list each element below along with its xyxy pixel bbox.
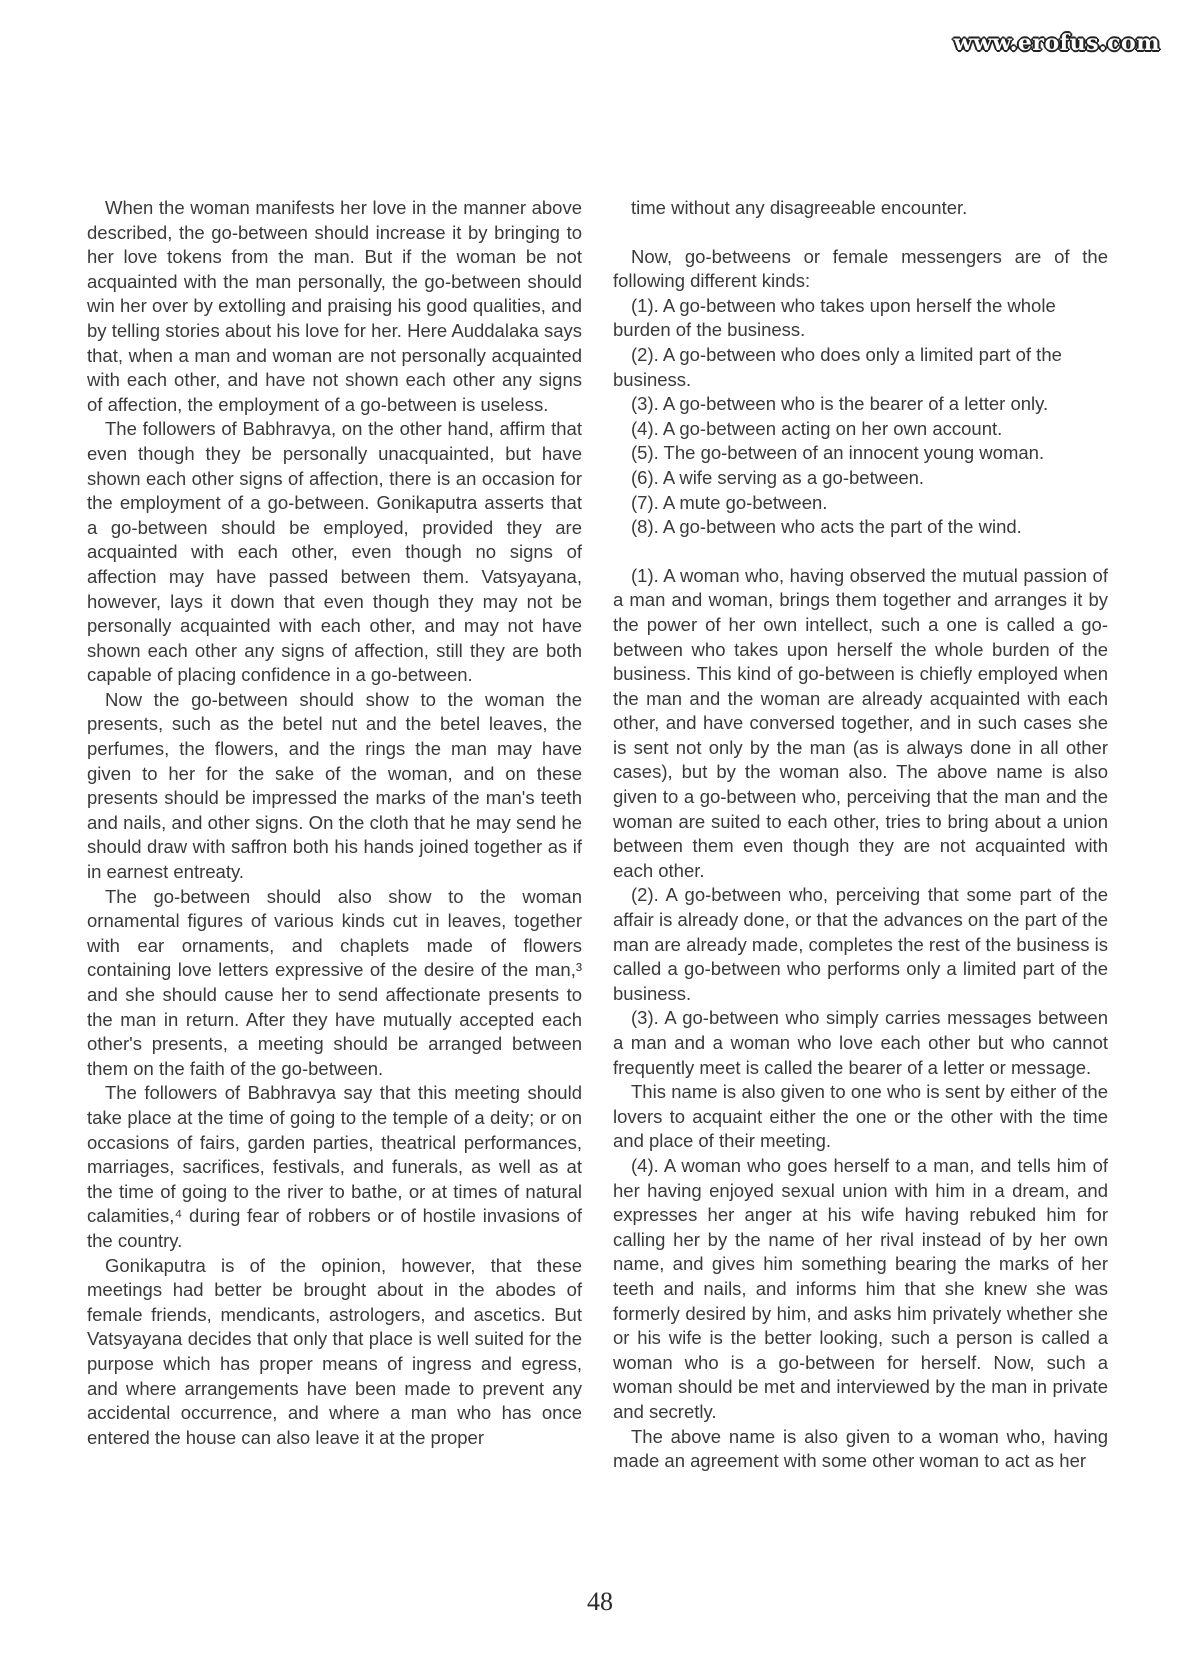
kind-list-item: (7). A mute go-between.	[631, 491, 828, 513]
paragraph: When the woman manifests her love in the manner above described, the go-between should increase it by bringing to her love tokens from the man. But if the woman be not acquainted with the man personally, the go-between should win her over by extolling and praising his good qualities, and by telling stories about his love for her. Here Auddalaka says that, when a man and woman are not personally acquainted with each other, and have not shown each other any signs of affection, the employment of a go-between is useless.	[87, 197, 582, 415]
explanation-paragraph: (2). A go-between who, perceiving that some part of the affair is already done, or that the advances on the part of the man are already made, completes the rest of the business is called a go-between who performs only a limited part of the business.	[613, 884, 1108, 1004]
paragraph: The followers of Babhravya, on the other hand, affirm that even though they be personally unacquainted, but have shown each other signs of affection, there is an occasion for the employment of a go-between. Gonikaputra asserts that a go-between should be employed, provided they are acquainted with each other, even though no signs of affection may have passed between them. Vatsyayana, however, lays it down that even though they may not be personally acquainted with each other, and may not have shown each other any signs of affection, still they are both capable of placing confidence in a go-between.	[87, 418, 582, 686]
page-number: 48	[587, 1587, 613, 1616]
kind-list-item: (6). A wife serving as a go-between.	[631, 466, 925, 488]
explanation-paragraph: This name is also given to one who is sent by either of the lovers to acquaint either the one or the other with the time and place of their meeting.	[613, 1081, 1108, 1152]
paragraph-spacer	[613, 221, 1108, 245]
paragraph-spacer	[613, 540, 1108, 564]
explanation-paragraph: (3). A go-between who simply carries messages between a man and a woman who love each other but who cannot frequently meet is called the bearer of a letter or message.	[613, 1007, 1108, 1078]
explanation-paragraph: (1). A woman who, having observed the mutual passion of a man and woman, brings them together and arranges it by the power of her own intellect, such a one is called a go-between who takes upon herself the whole burden of the business. This kind of go-between is chiefly employed when the man and the woman are already acquainted with each other, and have conversed together, and in such cases she is sent not only by the man (as is always done in all other cases), but by the woman also. The above name is also given to a go-between who, perceiving that the man and the woman are suited to each other, tries to bring about a union between them even though they are not acquainted with each other.	[613, 564, 1108, 881]
paragraph: Gonikaputra is of the opinion, however, that these meetings had better be brought about in the abodes of female friends, mendicants, astrologers, and ascetics. But Vatsyayana decides that only that place is well suited for the purpose which has proper means of ingress and egress, and where arrangements have been made to prevent any accidental occurrence, and where a man who has once entered the house can also leave it at the proper	[87, 1254, 582, 1448]
explanation-paragraph: The above name is also given to a woman who, having made an agreement with some other woman to act as her	[613, 1425, 1108, 1472]
kind-list-item: (3). A go-between who is the bearer of a letter only.	[631, 393, 1049, 415]
kinds-intro: Now, go-betweens or female messengers are of the following different kinds:	[613, 245, 1108, 292]
right-text-column	[613, 196, 1108, 1474]
kind-list-item: (4). A go-between acting on her own account.	[631, 417, 1003, 439]
site-watermark: www.erofus.com	[953, 30, 1160, 56]
kind-list-item: (5). The go-between of an innocent young woman.	[631, 442, 1045, 464]
explanation-paragraph: (4). A woman who goes herself to a man, and tells him of her having enjoyed sexual union with him in a dream, and expresses her anger at his wife having rebuked him for calling her by the name of her rival instead of by her own name, and gives him something bearing the marks of her teeth and nails, and informs him that she knew she was formerly desired by him, and asks him privately whether she or his wife is the better looking, such a person is called a woman who is a go-between for herself. Now, such a woman should be met and interviewed by the man in private and secretly.	[613, 1154, 1108, 1422]
paragraph: The followers of Babhravya say that this meeting should take place at the time of going to the temple of a deity; or on occasions of fairs, garden parties, theatrical performances, marriages, sacrifices, festivals, and funerals, as well as at the time of going to the river to bathe, or at times of natural calamities,⁴ during fear of robbers or of hostile invasions of the country.	[87, 1082, 582, 1251]
kind-list-item: (8). A go-between who acts the part of the wind.	[631, 516, 1022, 538]
continuation-paragraph: time without any disagreeable encounter.	[631, 197, 968, 218]
paragraph: Now the go-between should show to the woman the presents, such as the betel nut and the betel leaves, the perfumes, the flowers, and the rings the man may have given to her for the sake of the woman, and on these presents should be impressed the marks of the man's teeth and nails, and other signs. On the cloth that he may send he should draw with saffron both his hands joined together as if in earnest entreaty.	[87, 688, 582, 883]
kind-list-item: (1). A go-between who takes upon herself the whole burden of the business.	[613, 294, 1056, 341]
left-text-column	[87, 196, 582, 1450]
kind-list-item: (2). A go-between who does only a limited part of the business.	[613, 343, 1062, 390]
paragraph: The go-between should also show to the woman ornamental figures of various kinds cut in leaves, together with ear ornaments, and chaplets made of flowers containing love letters expressive of the desire of the man,³ and she should cause her to send affectionate presents to the man in return. After they have mutually accepted each other's presents, a meeting should be arranged between them on the faith of the go-between.	[87, 885, 582, 1079]
